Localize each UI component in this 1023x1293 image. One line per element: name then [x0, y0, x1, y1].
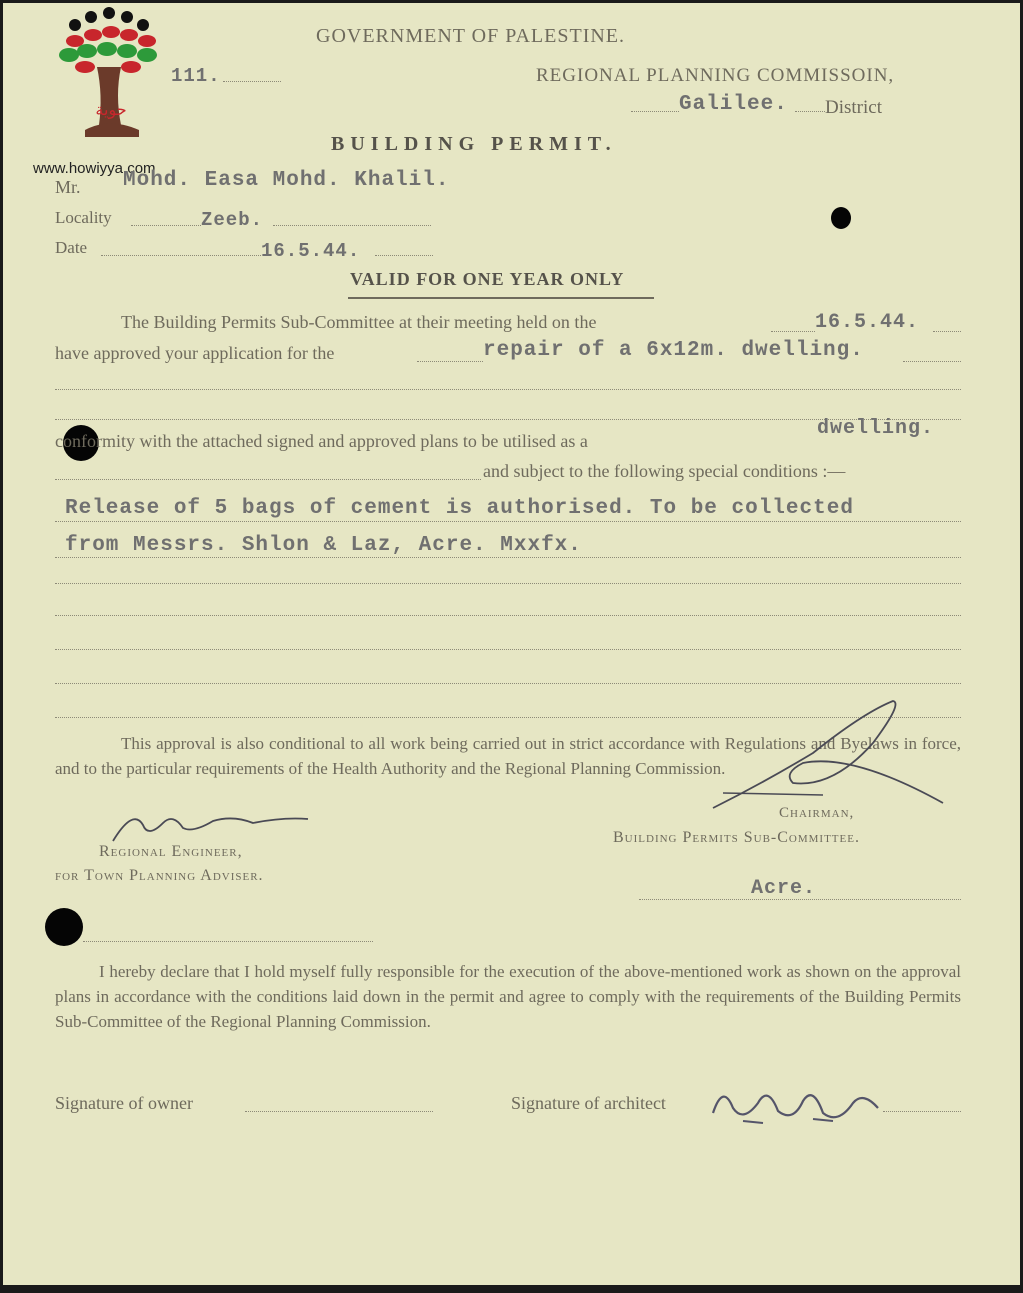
place-of-issue: Acre. — [751, 877, 817, 900]
engineer-title: Regional Engineer, — [99, 843, 243, 860]
applicant-name: Mohd. Easa Mohd. Khalil. — [123, 169, 450, 192]
architect-signature — [703, 1073, 893, 1133]
chairman-signature — [703, 693, 953, 823]
watermark-url: www.howiyya.com — [33, 160, 156, 177]
declaration-paragraph: I hereby declare that I hold myself fully responsible for the execution of the above-mentioned work as shown on the approval plans in accordance with the conditions laid down in the permit and agree to comply with the requirements of the Building Permits Sub-Committee of the Regional Planning Commission. — [55, 962, 961, 1031]
meeting-date: 16.5.44. — [815, 311, 920, 334]
district-value: Galilee. — [679, 93, 788, 116]
application-description: repair of a 6x12m. dwelling. — [483, 339, 864, 362]
intended-use: dwelling. — [817, 417, 935, 440]
date-label: Date — [55, 238, 88, 257]
permit-title: BUILDING PERMIT. — [331, 133, 617, 155]
validity-notice: VALID FOR ONE YEAR ONLY — [350, 269, 625, 289]
owner-signature-label: Signature of owner — [55, 1093, 193, 1113]
committee-title: Building Permits Sub-Committee. — [613, 829, 860, 846]
regulations-paragraph: This approval is also conditional to all work being carried out in strict accordance with Regulations and Byelaws in force, and to the particular requirements of the Health Authority and the Regional Planning Commission. — [55, 734, 961, 778]
date-value: 16.5.44. — [261, 240, 361, 262]
district-label: District — [825, 97, 882, 118]
architect-signature-label: Signature of architect — [511, 1093, 666, 1113]
approval-line-1: The Building Permits Sub-Committee at their meeting held on the — [121, 312, 597, 332]
adviser-title: for Town Planning Adviser. — [55, 867, 264, 884]
special-conditions-line-2: from Messrs. Shlon & Laz, Acre. Mxxfx. — [65, 534, 582, 557]
chairman-title: Chairman, — [779, 805, 855, 821]
approval-line-4: and subject to the following special conditions :— — [483, 461, 846, 481]
locality-label: Locality — [55, 208, 112, 227]
punch-hole — [45, 908, 83, 946]
svg-text:حوية: حوية — [95, 100, 127, 119]
mr-label: Mr. — [55, 177, 81, 197]
approval-line-2: have approved your application for the — [55, 343, 335, 363]
locality-value: Zeeb. — [201, 209, 264, 231]
special-conditions-line-1: Release of 5 bags of cement is authorised. To be collected — [65, 497, 854, 520]
howiyya-tree-logo — [55, 5, 175, 175]
approval-line-3: conformity with the attached signed and approved plans to be utilised as a — [55, 431, 588, 451]
permit-document — [3, 3, 1020, 1285]
commission-heading: REGIONAL PLANNING COMMISSOIN, — [536, 65, 895, 86]
punch-hole — [831, 207, 851, 229]
government-heading: GOVERNMENT OF PALESTINE. — [316, 25, 626, 47]
file-number: 111. — [171, 65, 221, 87]
